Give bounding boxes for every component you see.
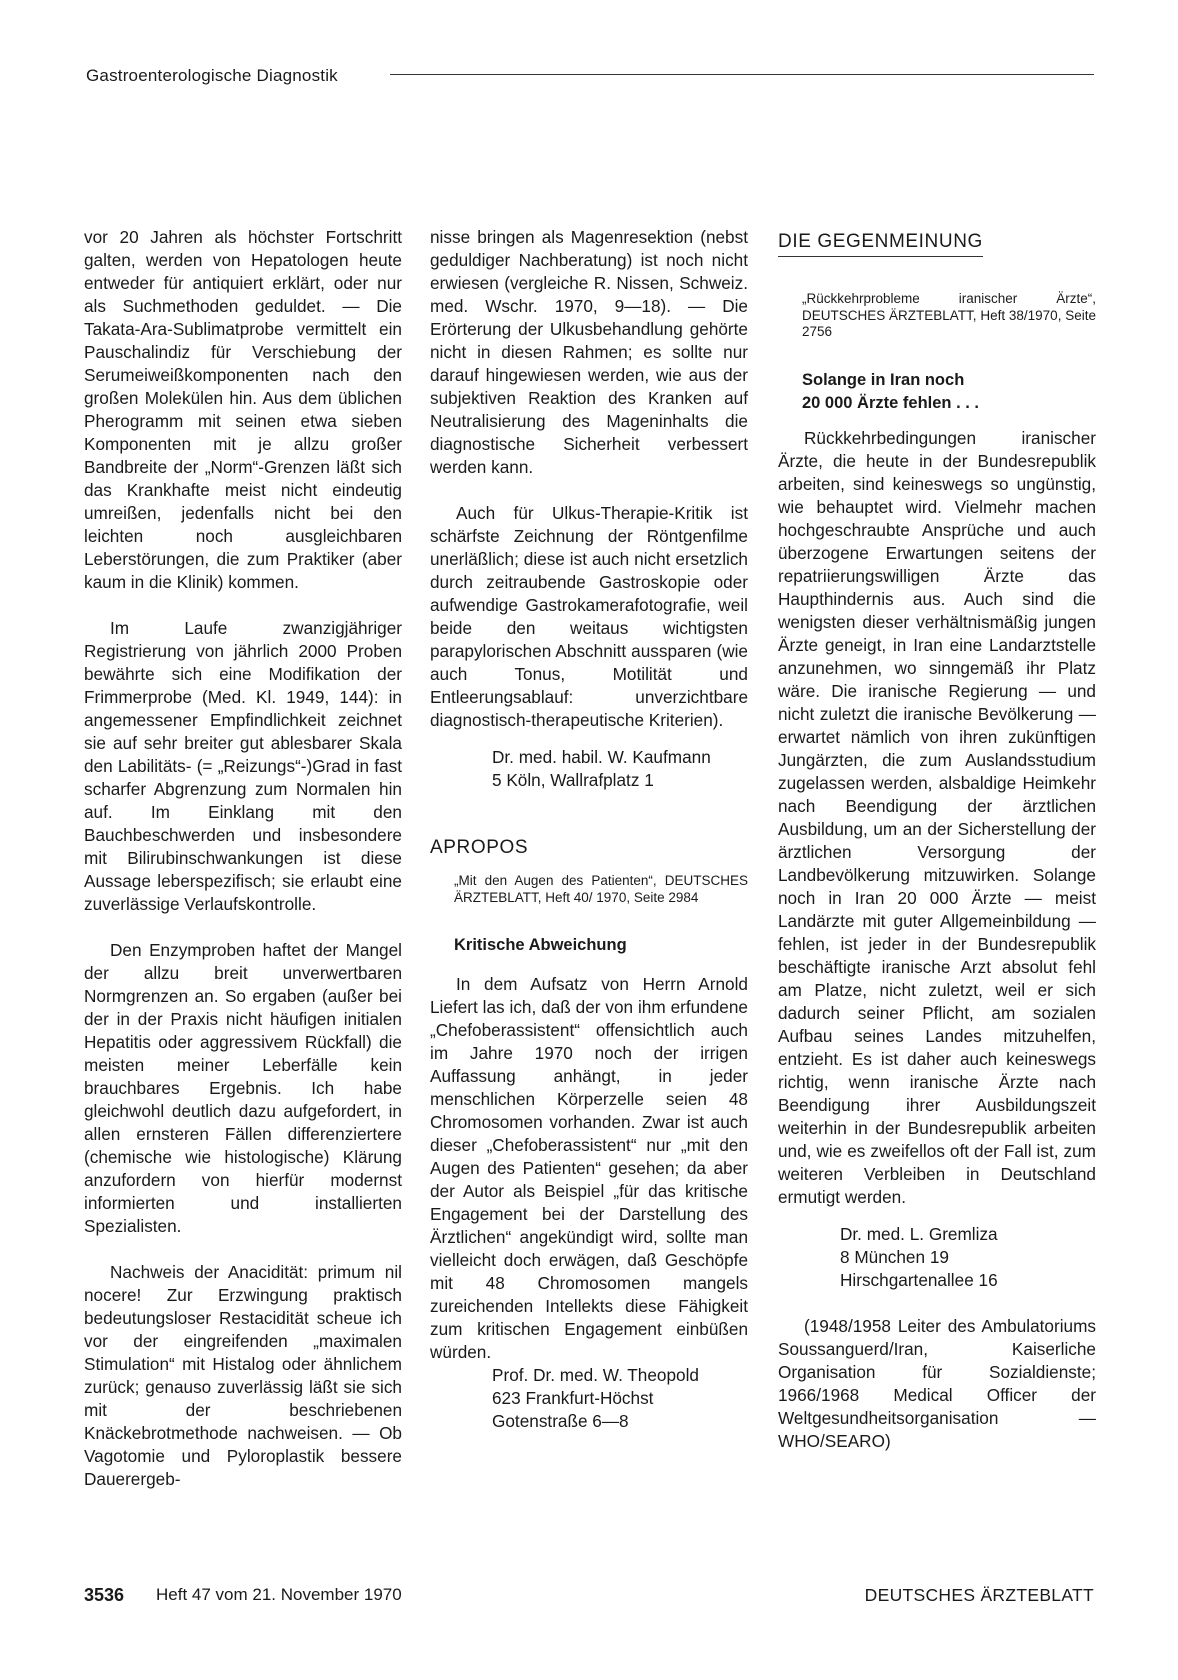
column-3 — [778, 230, 1096, 1453]
section-title-gegenmeinung — [778, 230, 1096, 257]
paragraph: Im Laufe zwanzigjähriger Registrierung von jährlich 2000 Proben bewährte sich eine Modifikation der Frimmerprobe (Med. Kl. 1949, 144): in angemessener Empfindlichkeit zeichnet sie auf sehr breiter gut ablesbarer Skala den Labilitäts- (= „Reizungs“-)Grad in fast scharfer Abgrenzung zum Normalen hin auf. Im Einklang mit den Bauchbeschwerden und insbesondere mit Bilirubinschwankungen ist diese Aussage leberspezifisch; sie erlaubt eine zuverlässige Verlaufskontrolle. — [84, 618, 402, 914]
signature-city: 8 München 19 — [840, 1246, 949, 1267]
column-2 — [430, 226, 748, 1433]
column-1 — [84, 226, 402, 1491]
signature-street: Hirschgartenallee 16 — [840, 1269, 998, 1290]
signature-street: Gotenstraße 6—8 — [492, 1411, 629, 1431]
paragraph: Rückkehrbedingungen iranischer Ärzte, die heute in der Bundesrepublik arbeiten, sind keineswegs so ungünstig, wie behauptet wird. Vielmehr machen hochgeschraubte Ansprüche und auch überzogene Erwartungen seitens der repatriierungswilligen Ärzte das Haupthindernis aus. Auch sind die wenigsten dieser verhältnismäßig jungen Ärzte geneigt, in Iran eine Landarztstelle anzunehmen, wo sinngemäß ihr Platz wäre. Die iranische Regierung — und nicht zuletzt die iranische Bevölkerung — erwartet nämlich von ihren zukünftigen Jungärzten, die zum Auslandsstudium zugelassen werden, alsbaldige Heimkehr nach Beendigung der ärztlichen Ausbildung, um an der Sicherstellung der ärztlichen Versorgung der Landbevölkerung mitzuwirken. Solange noch in Iran 20 000 Ärzte — meist Landärzte mit guter Allgemeinbildung — fehlen, ist jeder in der Bundesrepublik beschäftigte iranische Arzt absolut fehl am Platze, nicht zuletzt, weil er sich dadurch seiner Pflicht, am sozialen Aufbau seines Landes mitzuhelfen, entzieht. Es ist daher auch keineswegs richtig, wenn iranische Ärzte nach Beendigung ihrer Ausbildungszeit weiterhin in der Bundesrepublik arbeiten und, wie es zweifellos oft der Fall ist, zum weiteren Verbleiben in Deutschland ermutigt werden. — [778, 427, 1096, 1207]
subtitle-line: Solange in Iran noch — [802, 370, 965, 389]
header-rule — [390, 74, 1094, 75]
signature-city: 623 Frankfurt-Höchst — [492, 1388, 654, 1408]
reference-citation: „Rückkehrprobleme iranischer Ärzte“, DEUTSCHES ÄRZTEBLATT, Heft 38/1970, Seite 2756 — [802, 291, 1096, 339]
paragraph: Den Enzymproben haftet der Mangel der allzu breit unverwertbaren Normgrenzen an. So ergaben (außer bei der in der Praxis nicht häufigen initialen Hepatitis oder aggressivem Rückfall) die meisten meiner Leberfälle kein brauchbares Ergebnis. Ich habe gleichwohl deutlich dazu aufgefordert, in allen ernsteren Fällen differenziertere (chemische wie histologische) Klärung anzufordern von hierfür modernst informierten und installierten Spezialisten. — [84, 940, 402, 1236]
paragraph: In dem Aufsatz von Herrn Arnold Liefert las ich, daß der von ihm erfundene „Chefoberassistent“ offensichtlich auch im Jahre 1970 noch der irrigen Auffassung anhängt, in jeder menschlichen Körperzelle seien 48 Chromosomen vorhanden. Zwar ist auch dieser „Chefoberassistent“ nur „mit den Augen des Patienten“ gesehen; da aber der Autor als Beispiel „für das kritische Engagement bei der Darstellung des Ärztlichen“ angekündigt wird, sollte man vielleicht doch erwägen, daß Geschöpfe mit 48 Chromosomen mangels zureichenden Intellekts diese Fähigkeit zum kritischen Engagement einbüßen würden. — [430, 974, 748, 1362]
page-number: 3536 — [84, 1585, 125, 1605]
signature-name: Prof. Dr. med. W. Theopold — [492, 1365, 699, 1385]
running-header: Gastroenterologische Diagnostik — [86, 66, 338, 85]
signature-name: Dr. med. L. Gremliza — [840, 1223, 998, 1244]
signature-name: Dr. med. habil. W. Kaufmann — [492, 747, 711, 767]
issue-info: Heft 47 vom 21. November 1970 — [156, 1585, 402, 1604]
section-title-text: DIE GEGENMEINUNG — [778, 230, 983, 257]
reference-citation: „Mit den Augen des Patienten“, DEUTSCHES ÄRZTEBLATT, Heft 40/ 1970, Seite 2984 — [454, 873, 748, 905]
author-note: (1948/1958 Leiter des Ambulatoriums Soussanguerd/Iran, Kaiserliche Organisation für Sozialdienste; 1966/1968 Medical Officer der Weltgesundheitsorganisation — WHO/SEARO) — [778, 1315, 1096, 1451]
journal-name: DEUTSCHES ÄRZTEBLATT — [864, 1585, 1094, 1605]
paragraph: vor 20 Jahren als höchster Fortschritt galten, werden von Hepatologen heute entweder für antiquiert erklärt, oder nur als Suchmethoden geduldet. — Die Takata-Ara-Sublimatprobe vermittelt ein Pauschalindiz für Verschiebung der Serumeiweißkomponenten nach den großen Molekülen hin. Aus dem üblichen Pherogramm mit seinen etwa sieben Komponenten mit je allzu großer Bandbreite der „Norm“-Grenzen läßt sich das Krankhafte meist nicht eindeutig umreißen, jedenfalls nicht bei den leichten noch ausgleichbaren Leberstörungen, die zum Praktiker (aber kaum in die Klinik) kommen. — [84, 227, 402, 592]
section-title-apropos: APROPOS — [430, 837, 529, 858]
paragraph: Nachweis der Anacidität: primum nil nocere! Zur Erzwingung praktisch bedeutungsloser Restacidität scheue ich vor der eingreifenden „maximalen Stimulation“ mit Histalog oder ähnlichem zurück; genauso zuverlässig läßt sie sich mit der beschriebenen Knäckebrotmethode nachweisen. — Ob Vagotomie und Pyloroplastik bessere Dauerergeb- — [84, 1262, 402, 1489]
article-subtitle — [802, 369, 1096, 415]
signature-address: 5 Köln, Wallrafplatz 1 — [492, 770, 654, 790]
article-subtitle: Kritische Abweichung — [454, 936, 627, 954]
paragraph: nisse bringen als Magenresektion (nebst geduldiger Nachberatung) ist noch nicht erwiesen (vergleiche R. Nissen, Schweiz. med. Wschr. 1970, 9—18). — Die Erörterung der Ulkusbehandlung gehörte nicht in diesen Rahmen; es sollte nur darauf hingewiesen werden, wie aus der subjektiven Reaktion des Kranken auf Neutralisierung des Mageninhalts die diagnostische Sicherheit verbessert werden kann. — [430, 227, 748, 477]
subtitle-line: 20 000 Ärzte fehlen . . . — [802, 393, 979, 412]
paragraph: Auch für Ulkus-Therapie-Kritik ist schärfste Zeichnung der Röntgenfilme unerläßlich; diese ist auch nicht ersetzlich durch zeitraubende Gastroskopie oder aufwendige Gastrokamerafotografie, weil beide den weitaus wichtigsten parapylorischen Abschnitt aussparen (wie auch Tonus, Motilität und Entleerungsablauf: unverzichtbare diagnostisch-therapeutische Kriterien). — [430, 503, 748, 730]
